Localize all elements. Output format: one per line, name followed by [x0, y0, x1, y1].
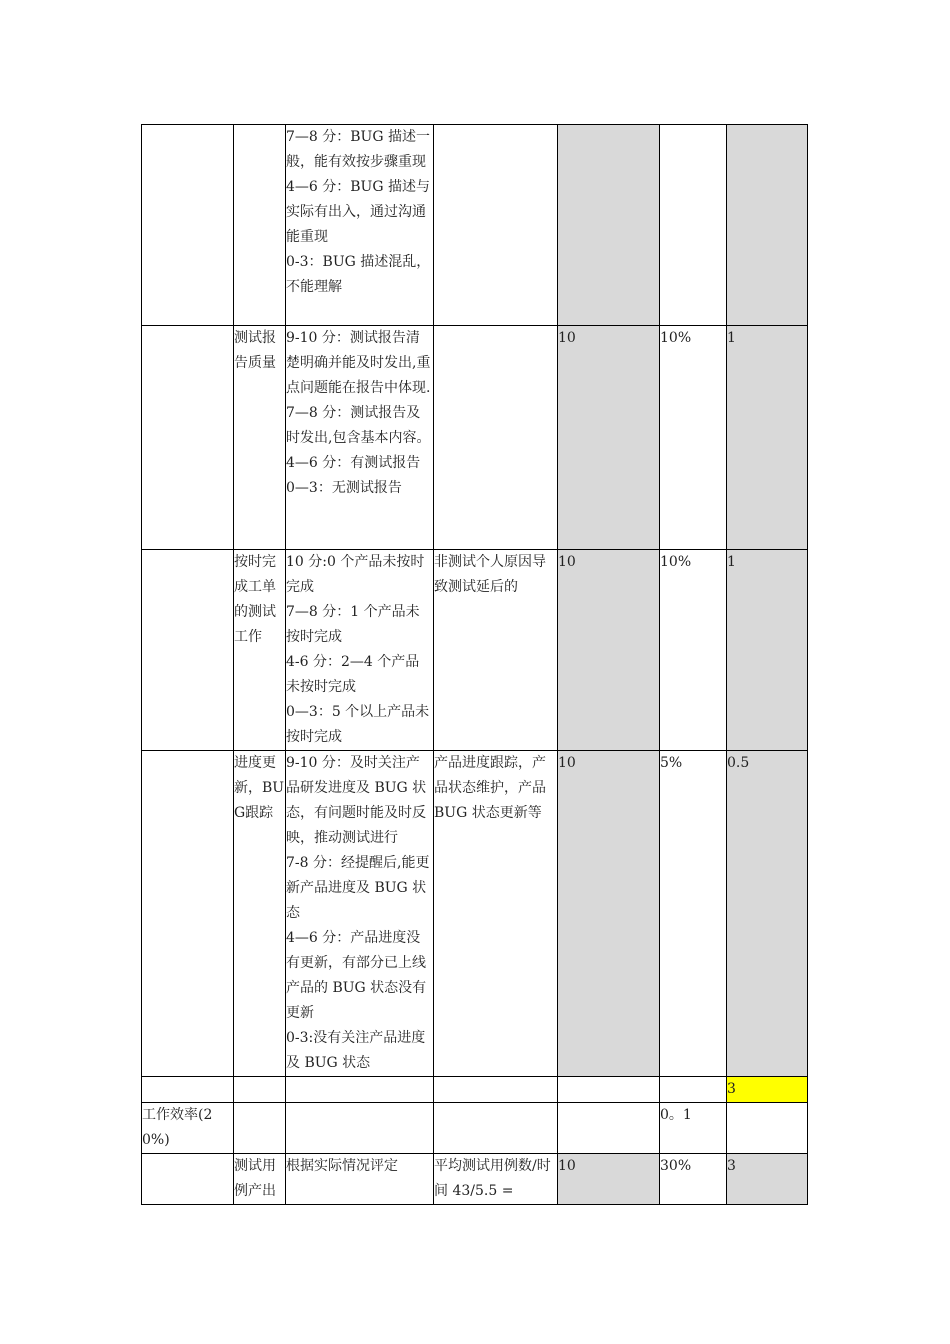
item-cell: 按时完成工单的测试工作: [234, 550, 286, 751]
item-cell: 测试用例产出: [234, 1154, 286, 1205]
criteria-line: 0—3：无测试报告: [286, 480, 402, 496]
table-row: [142, 326, 808, 550]
criteria-line: 10 分:0 个产品未按时完成: [286, 554, 425, 595]
criteria-line: 9-10 分：及时关注产品研发进度及 BUG 状态，有问题时能及时反映，推动测试进行: [286, 755, 427, 846]
category-cell: [142, 550, 234, 751]
score-cell: [727, 1103, 808, 1154]
table-row: [142, 550, 808, 751]
table-row: [142, 1154, 808, 1205]
criteria-line: 9-10 分：测试报告清楚明确并能及时发出,重点问题能在报告中体现.: [286, 330, 431, 396]
table-row: [142, 125, 808, 326]
criteria-cell: [286, 550, 434, 751]
category-cell: [142, 1077, 234, 1103]
criteria-cell: [286, 1103, 434, 1154]
weight-cell: [660, 125, 727, 326]
category-cell: [142, 751, 234, 1077]
criteria-cell: [286, 1077, 434, 1103]
criteria-cell: [286, 751, 434, 1077]
item-cell: 测试报告质量: [234, 326, 286, 550]
note-cell: [434, 125, 558, 326]
weight-cell: 30%: [660, 1154, 727, 1205]
note-cell: [434, 1077, 558, 1103]
full-score-cell: [558, 1103, 660, 1154]
criteria-line: 7—8 分：1 个产品未按时完成: [286, 604, 420, 645]
note-cell: 非测试个人原因导致测试延后的: [434, 550, 558, 751]
item-cell: 进度更新，BUG跟踪: [234, 751, 286, 1077]
note-cell: [434, 1103, 558, 1154]
criteria-line: 7-8 分：经提醒后,能更新产品进度及 BUG 状态: [286, 855, 430, 921]
criteria-line: 0-3:没有关注产品进度及 BUG 状态: [286, 1030, 426, 1071]
kpi-score-table: [141, 124, 808, 1205]
category-cell: [142, 1154, 234, 1205]
criteria-line: 0—3：5 个以上产品未按时完成: [286, 704, 430, 745]
criteria-line: 根据实际情况评定: [286, 1158, 398, 1174]
weight-cell: [660, 1077, 727, 1103]
score-cell: [727, 125, 808, 326]
item-cell: [234, 1103, 286, 1154]
full-score-cell: [558, 125, 660, 326]
full-score-cell: 10: [558, 550, 660, 751]
full-score-cell: 10: [558, 1154, 660, 1205]
weight-cell: 10%: [660, 326, 727, 550]
item-cell: [234, 125, 286, 326]
category-weight-cell: 0。1: [660, 1103, 727, 1154]
subtotal-score-cell: 3: [727, 1077, 808, 1103]
criteria-line: 4-6 分：2—4 个产品未按时完成: [286, 654, 420, 695]
full-score-cell: 10: [558, 751, 660, 1077]
criteria-line: 4—6 分：BUG 描述与实际有出入，通过沟通能重现: [286, 179, 430, 245]
full-score-cell: 10: [558, 326, 660, 550]
score-cell: 1: [727, 326, 808, 550]
note-cell: 产品进度跟踪，产品状态维护，产品 BUG 状态更新等: [434, 751, 558, 1077]
score-cell: 1: [727, 550, 808, 751]
item-cell: [234, 1077, 286, 1103]
weight-cell: 10%: [660, 550, 727, 751]
criteria-cell: [286, 1154, 434, 1205]
category-cell: [142, 326, 234, 550]
score-cell: 3: [727, 1154, 808, 1205]
note-cell: 平均测试用例数/时间 43/5.5 =: [434, 1154, 558, 1205]
criteria-cell: [286, 326, 434, 550]
criteria-line: 7—8 分：测试报告及时发出,包含基本内容。: [286, 405, 431, 446]
note-cell: [434, 326, 558, 550]
criteria-line: 7—8 分：BUG 描述一般，能有效按步骤重现: [286, 129, 430, 170]
category-cell: [142, 125, 234, 326]
criteria-line: 4—6 分：产品进度没有更新，有部分已上线产品的 BUG 状态没有更新: [286, 930, 427, 1021]
criteria-line: 4—6 分：有测试报告: [286, 455, 421, 471]
table-row: [142, 1103, 808, 1154]
full-score-cell: [558, 1077, 660, 1103]
table-row: [142, 751, 808, 1077]
criteria-cell: [286, 125, 434, 326]
criteria-line: 0-3：BUG 描述混乱，不能理解: [286, 254, 431, 295]
table-row: [142, 1077, 808, 1103]
category-cell: 工作效率(20%): [142, 1103, 234, 1154]
score-cell: 0.5: [727, 751, 808, 1077]
weight-cell: 5%: [660, 751, 727, 1077]
